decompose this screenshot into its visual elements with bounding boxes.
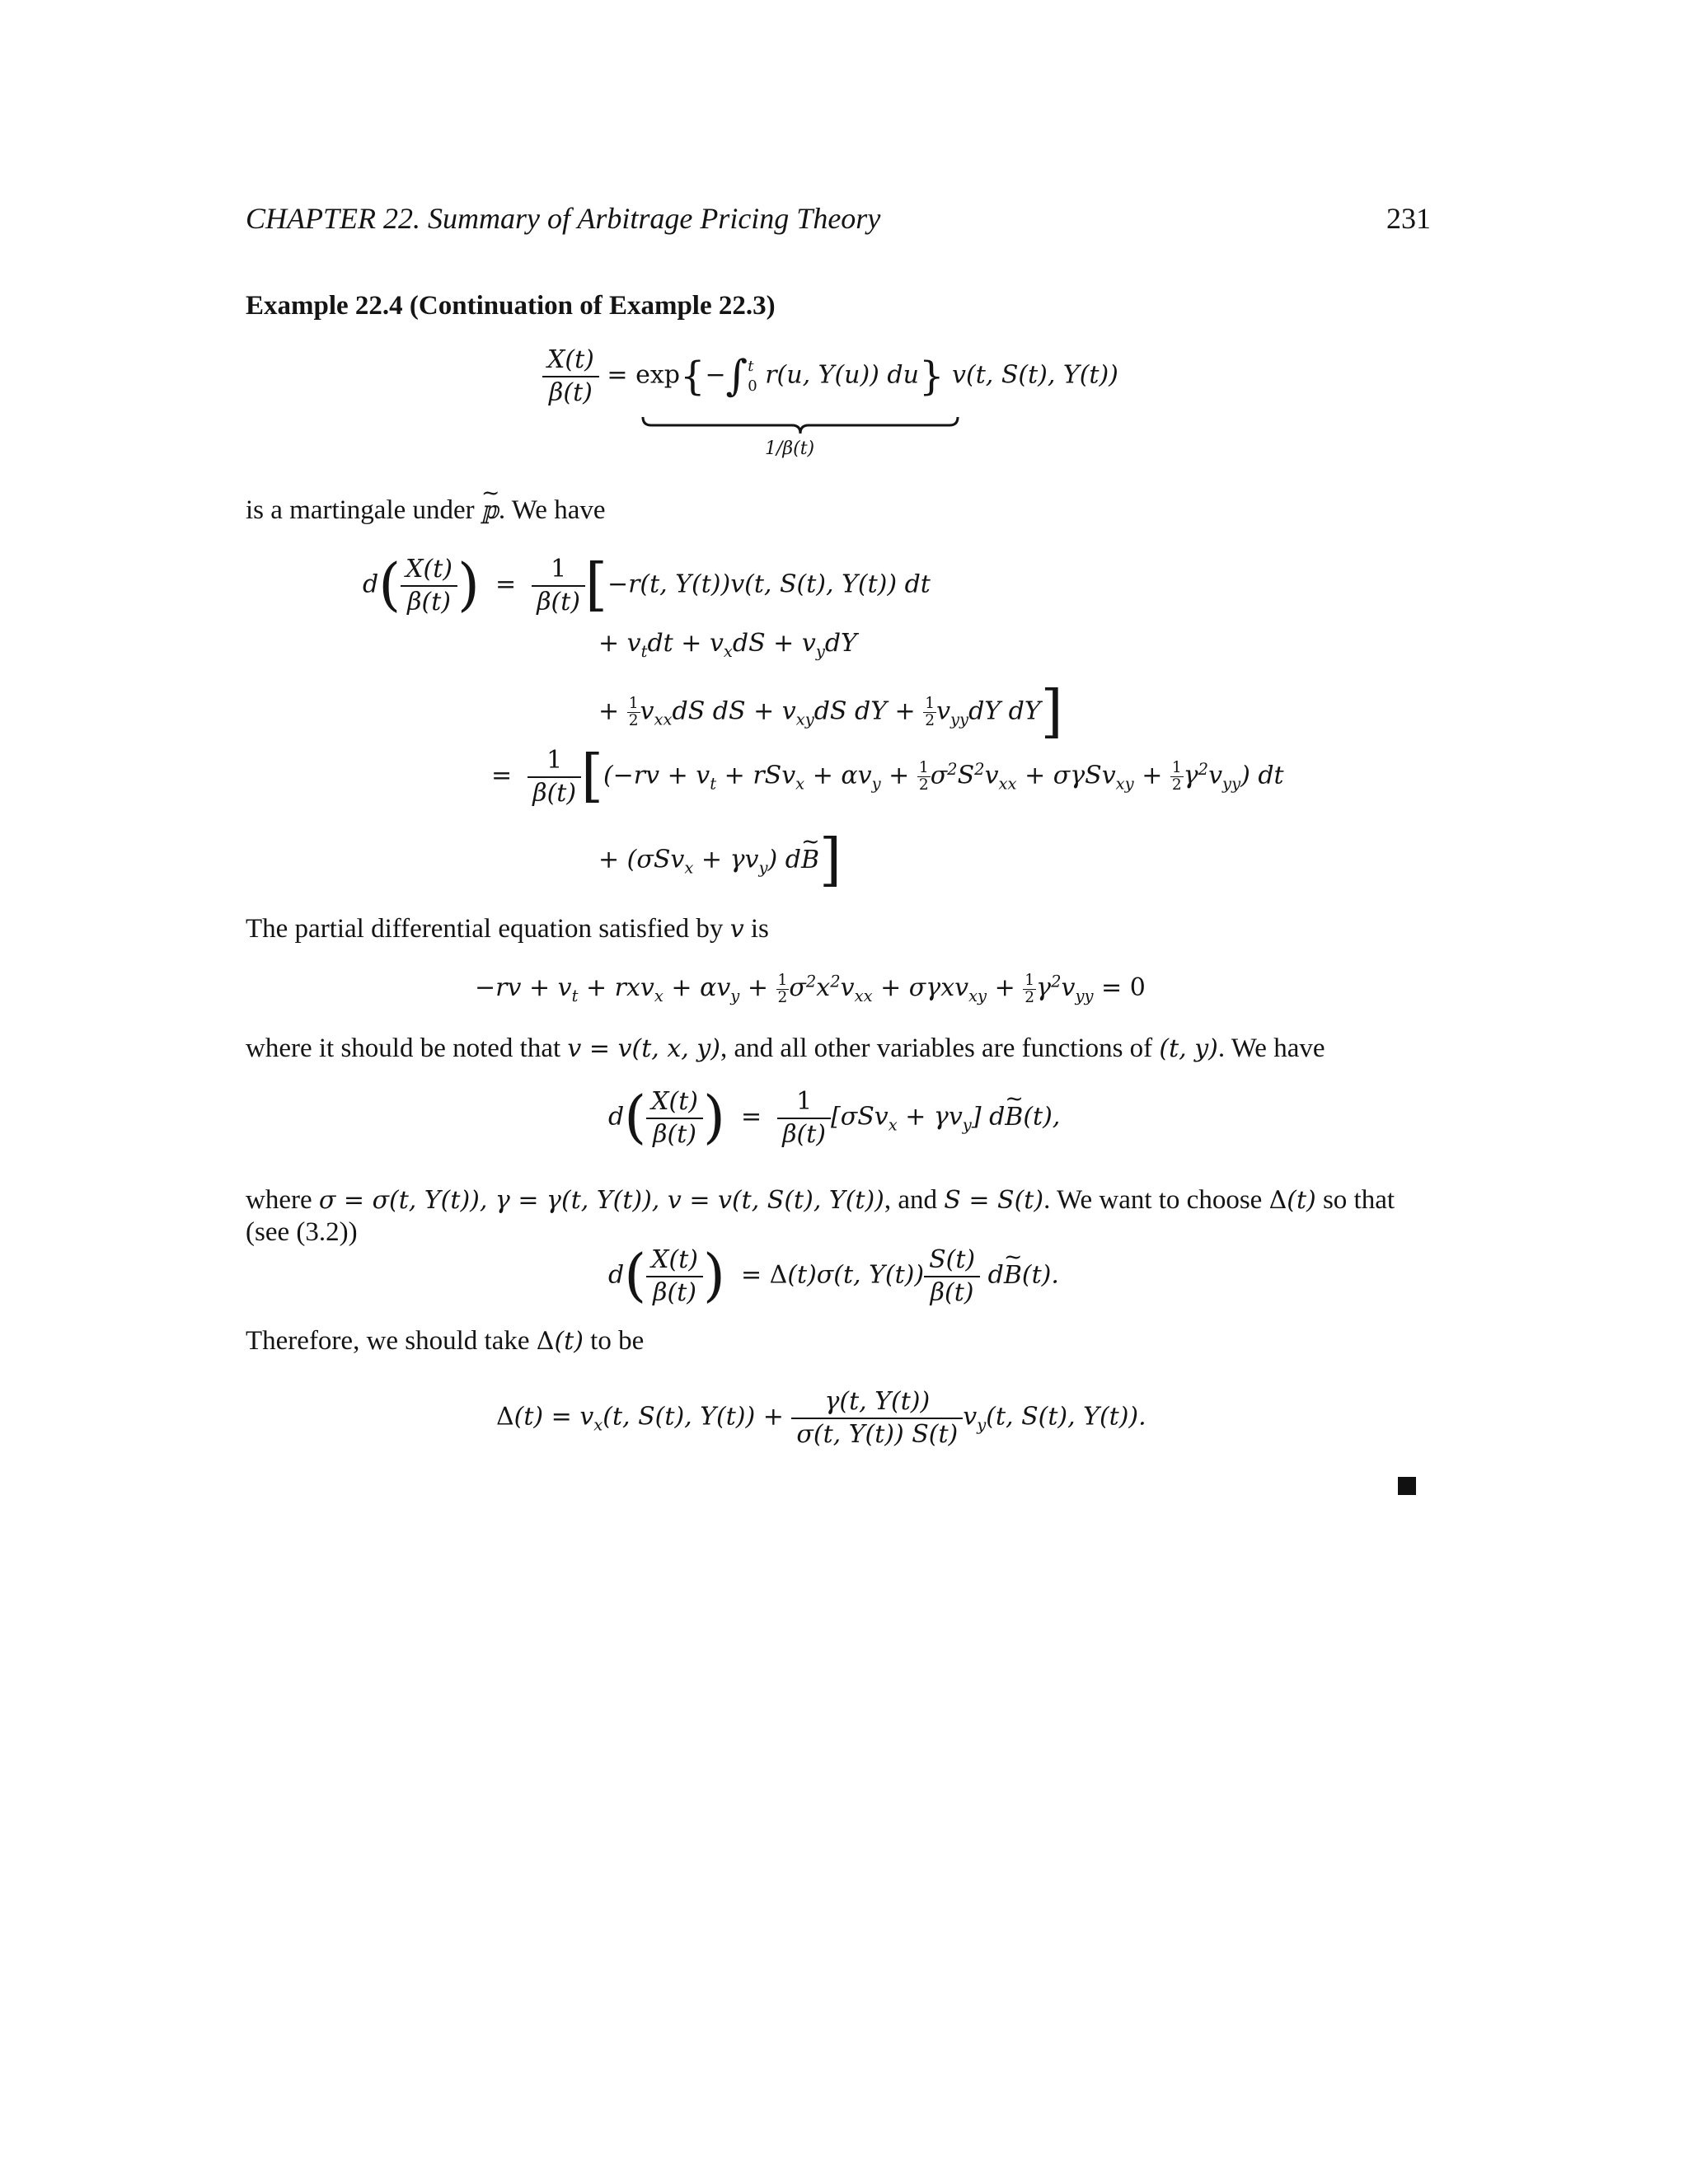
equation-differential-line-1: d( $\frac{X(t)}{\beta(t)}$ ) = $\frac{1}{\beta(t)}$ [−r(t, Y(t))v(t, S(t), Y(t)) dt	[363, 552, 931, 618]
paragraph-noted: where it should be noted that v = v(t, x, y), and all other variables are functions of (t, y). We have	[246, 1033, 1325, 1063]
paragraph-pde: The partial differential equation satisfied by v is	[246, 914, 769, 944]
paragraph-therefore: Therefore, we should take Δ(t) to be	[246, 1326, 645, 1356]
underbrace-label: 1/β(t)	[765, 438, 815, 459]
equation-hedge-condition: d( $\frac{X(t)}{\beta(t)}$ ) = Δ(t)σ(t, Y(t)) $\frac{S(t)}{\beta(t)}$ d~ B(t).	[608, 1244, 1059, 1308]
equation-differential-line-5: + $(\sigma Sv_x + \gamma v_y)$ d~ B]	[598, 832, 842, 889]
equation-delta: $\Delta(t) = v_x(t$, S(t), Y(t)) + $\frac{\gamma(t, Y(t))}{\sigma(t, Y(t)) S(t)}$ $v_y(t$, S(t), Y(t)).	[496, 1387, 1146, 1449]
equation-discounted-value: $\frac{X(t)}{\beta(t)}$ = exp{−∫ t 0 r(u, Y(u)) du} v(t, S(t), Y(t))	[542, 344, 1118, 408]
chapter-title: CHAPTER 22. Summary of Arbitrage Pricing Theory	[246, 202, 881, 235]
qed-square-icon	[1398, 1477, 1416, 1495]
paragraph-where: where σ = σ(t, Y(t)), γ = γ(t, Y(t)), v = v(t, S(t), Y(t)), and S = S(t). We want to choose Δ(t) so that	[246, 1185, 1395, 1215]
paragraph-martingale: is a martingale under ~ 𝕡. We have	[246, 494, 606, 527]
paragraph-see-ref: (see (3.2))	[246, 1217, 358, 1247]
example-heading: Example 22.4 (Continuation of Example 22.3)	[246, 291, 776, 321]
equation-differential-line-2: + $v_tdt + v_xdS + v_ydY$	[598, 629, 857, 661]
page-number: 231	[1386, 202, 1431, 235]
underbrace	[641, 415, 959, 435]
equation-discounted-differential: d( $\frac{X(t)}{\beta(t)}$ ) = $\frac{1}{\beta(t)}$ $[\sigma Sv_x + \gamma v_y]$ d~ B(t),	[608, 1086, 1060, 1150]
equation-differential-line-3: + $\frac{1}{2}$ $v_{xx}dS$ dS + $v_{xy}dS$ dY + $\frac{1}{2}$ $v_{yy}dY$ dY]	[598, 679, 1063, 745]
equation-differential-line-4: = $\frac{1}{\beta(t)}$ [($-rv + v_t + rSv_x + \alpha v_y$ + $\frac{1}{2}$ $\sigma^2S^2v_{xx} + \sigma\gamma Sv_{xy}$ + $\frac{1}{2}$ $\gamma^2v_{yy}$) dt	[491, 743, 1284, 809]
equation-pde: $-rv + v_t + rxv_x + \alpha v_y$ + $\frac{1}{2}$ $\sigma^2x^2v_{xx} + \sigma\gamma xv_{xy}$ + $\frac{1}{2}$ $\gamma^2v_{yy} = 0$	[475, 972, 1146, 1006]
